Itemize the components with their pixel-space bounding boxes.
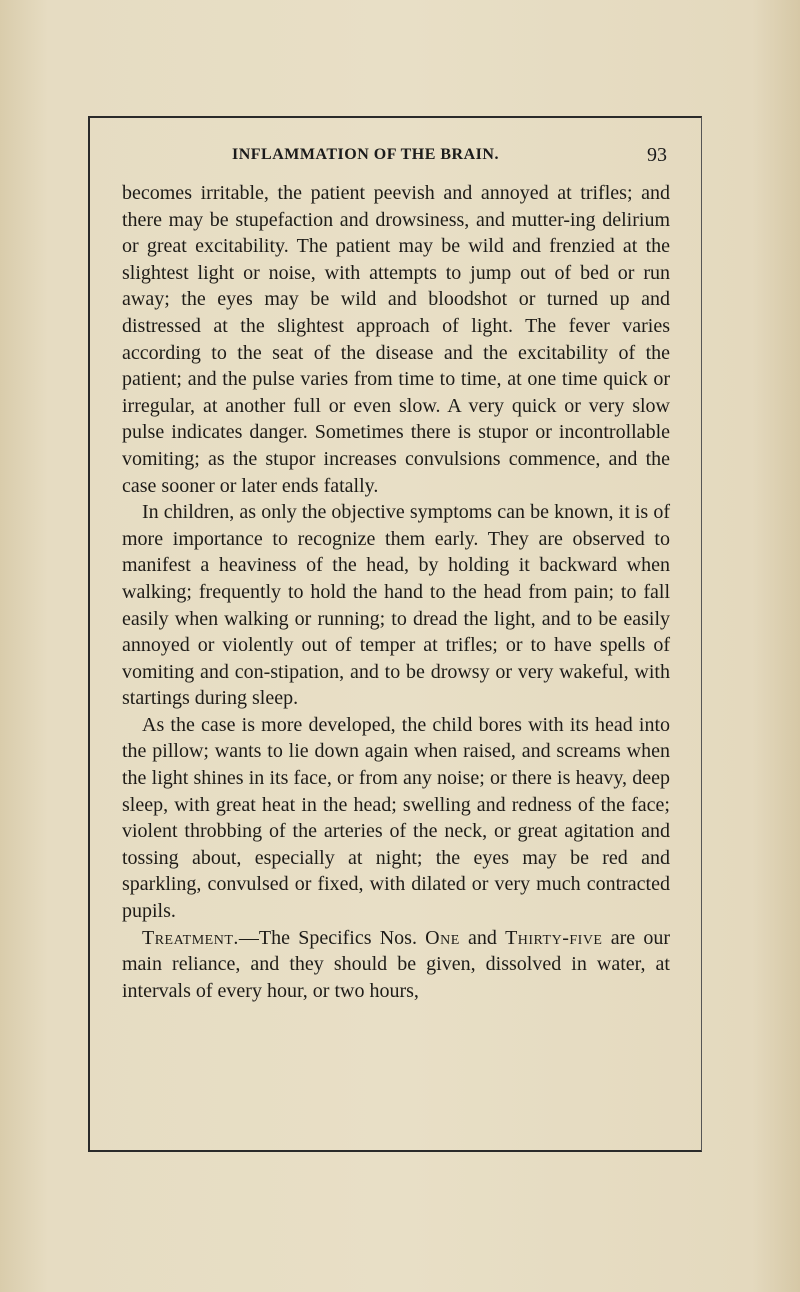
page-number: 93 — [647, 144, 667, 166]
running-head: INFLAMMATION OF THE BRAIN. — [232, 146, 499, 163]
paragraph-2: In children, as only the objective symptoms can be known, it is of more importance to recognize them early. They are observed to manifest a heaviness of the head, by holding it backward when walking; frequently to hold the hand to the head from pain; to fall easily when walking or running; to dread the light, and to be easily annoyed or violently out of temper at trifles; or to have spells of vomiting and con-stipation, and to be drowsy or very wakeful, with startings during sleep. — [122, 501, 670, 710]
specific-thirty-five: Thirty-five — [505, 926, 603, 949]
paragraph-3: As the case is more developed, the child bores with its head into the pillow; wants to lie down again when raised, and screams when the light shines in its face, or from any noise; or there is heavy, deep sleep, with great heat in the head; swelling and redness of the face; violent throbbing of the arteries of the neck, or great agitation and tossing about, especially at night; the eyes may be red and sparkling, convulsed or fixed, with dilated or very much contracted pupils. — [122, 713, 670, 923]
treatment-label: Treatment. — [142, 926, 239, 949]
treatment-rest: are our main reliance, and they should be given, dissolved in water, at intervals of every hour, or two hours, — [122, 926, 670, 1002]
body-text — [122, 180, 670, 1004]
paragraph-treatment — [122, 925, 670, 1005]
specific-one: One — [425, 926, 460, 949]
treatment-and: and — [459, 926, 506, 949]
treatment-dash: —The Specifics Nos. — [238, 926, 426, 949]
paragraph-1: becomes irritable, the patient peevish and annoyed at trifles; and there may be stupefaction and drowsiness, and mutter-ing delirium or great excitability. The patient may be wild and frenzied at the slightest light or noise, with attempts to jump out of bed or run away; the eyes may be wild and bloodshot or turned up and distressed at the slightest approach of light. The fever varies according to the seat of the disease and the excitability of the patient; and the pulse varies from time to time, at one time quick or irregular, at another full or even slow. A very quick or very slow pulse indicates danger. Sometimes there is stupor or incontrollable vomiting; as the stupor increases convulsions commence, and the case sooner or later ends fatally. — [122, 182, 670, 497]
